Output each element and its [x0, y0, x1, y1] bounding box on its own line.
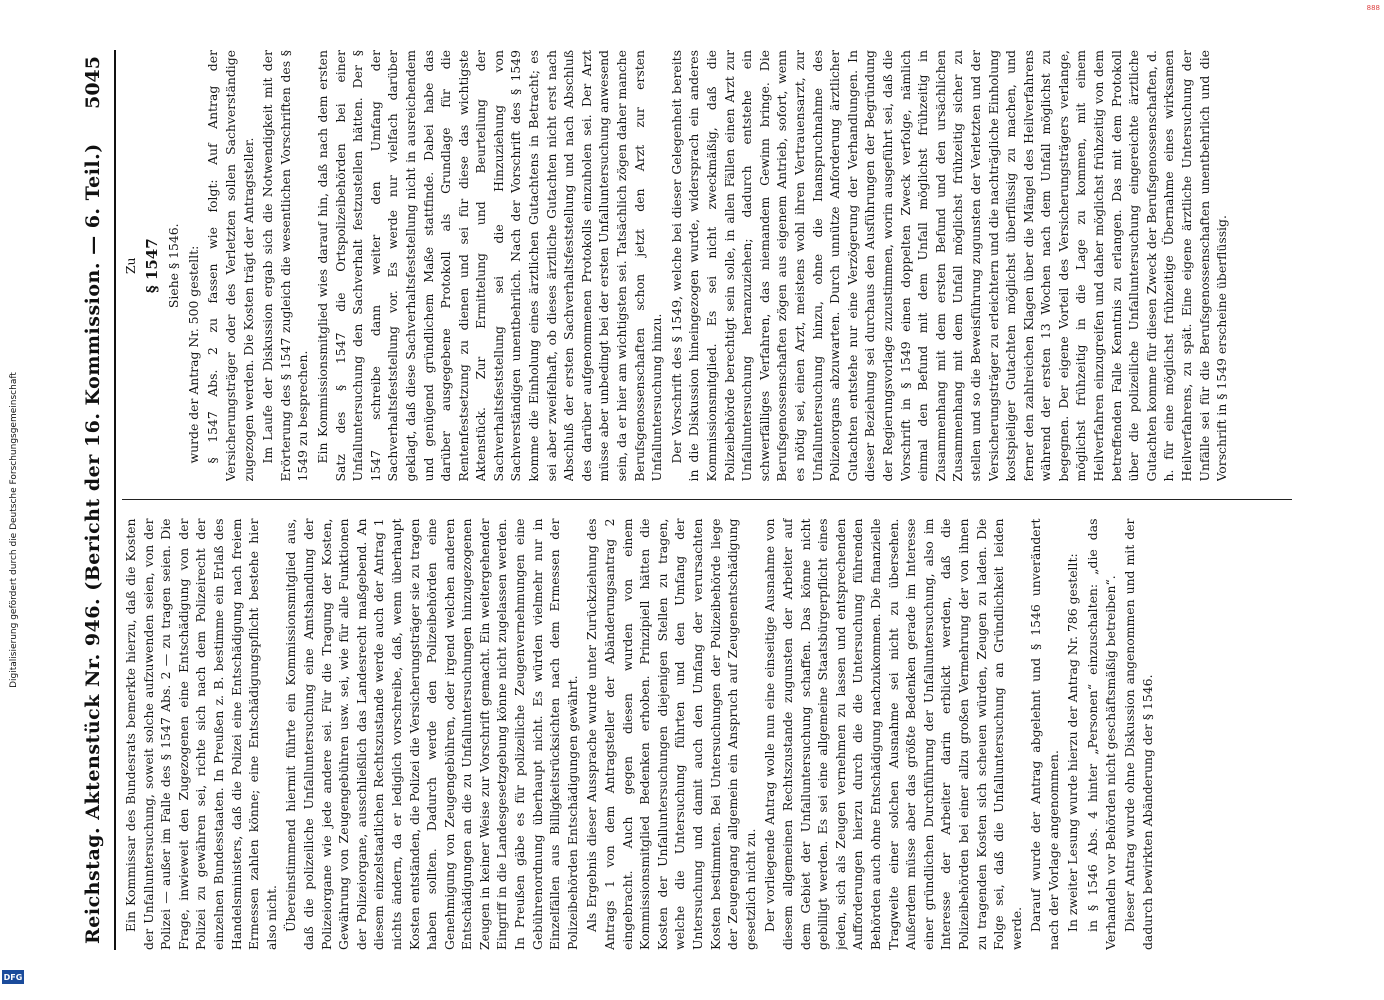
paragraph: Darauf wurde der Antrag abgelehnt und § 1546 unverändert nach der Vorlage angenommen. [1028, 518, 1061, 950]
paragraph: Übereinstimmend hiermit führte ein Kommissionsmitglied aus, daß die polizeiliche Unfalluntersuchung eine Amtshandlung der Polizeiorgane wie jede andere sei. Für die Tragung der Kosten, Gewährung von Zeugengebühren usw. sei, wie für alle Funktionen der Polizeiorgane, ausschließlich das Landesrecht maßgebend. An diesem einzelstaatlichen Rechtszustande werde auch der Antrag 1 nichts ändern, da er lediglich vorschreibe, daß, wenn überhaupt Kosten entständen, die Polizei die Versicherungsträger sie zu tragen haben sollten. Dadurch werde den Polizeibehörden eine Genehmigung von Zeugengebühren, oder irgend welchen anderen Entschädigungen an die zu Unfalluntersuchungen hinzugezogenen Zeugen in keiner Weise zur Vorschrift gemacht. Ein weitergehender Eingriff in die Landesgesetzgebung könne nicht zugelassen werden. In Preußen gäbe es für polizeiliche Zeugenvernehmungen eine Gebührenordnung überhaupt nicht. Es würden vielmehr nur in Einzelfällen aus Billigkeitsrücksichten nach dem Ermessen der Polizeibehörden Entschädigungen gewährt. [283, 518, 580, 950]
paragraph: Ein Kommissar des Bundesrats bemerkte hierzu, daß die Kosten der Unfalluntersuchung, soweit solche aufzuwenden seien, von der Polizei — außer im Falle des § 1547 Abs. 2 — zu tragen seien. Die Frage, inwieweit den Zugezogenen eine Entschädigung von der Polizei zu gewähren sei, richte sich nach dem Polizeirecht der einzelnen Bundesstaaten. In Preußen z. B. bestimme ein Erlaß des Handelsministers, daß die Polizei eine Entschädigung nach freiem Ermessen zahlen könne; eine Entschädigungspflicht bestehe hier also nicht. [123, 518, 279, 950]
intro-center: Zu [123, 257, 138, 275]
digitization-note [4, 100, 24, 960]
digitization-note-text: Digitalisierung gefördert durch die Deutsche Forschungsgemeinschaft [9, 372, 19, 688]
paragraph: Im Laufe der Diskussion ergab sich die Notwendigkeit mit der Erörterung des § 1547 zugleich die wesentlichen Vorschriften des § 1549 zu besprechen. [260, 50, 311, 482]
paragraph: in § 1546 Abs. 4 hinter „Personen“ einzuschalten: „die das Verhandeln vor Behörden nicht geschäftsmäßig betreiben“. [1085, 518, 1118, 950]
paragraph: Der Vorschrift des § 1549, welche bei dieser Gelegenheit bereits in die Diskussion hineingezogen wurde, widersprach ein anderes Kommissionsmitglied. Es sei nicht zweckmäßig, daß die Polizeibehörde berechtigt sein solle, in allen Fällen einen Arzt zur Unfalluntersuchung heranzuziehen; dadurch entstehe ein schwerfälliges Verfahren, das niemandem Gewinn bringe. Die Berufsgenossenschaften zögen aus eigenem Antrieb, sofort, wenn es nötig sei, einen Arzt, meistens wohl ihren Vertrauensarzt, zur Unfalluntersuchung hinzu, ohne die Inanspruchnahme des Polizeiorgans abzuwarten. Durch unnütze Anforderung ärztlicher Gutachten entstehe nur eine Verzögerung der Verhandlungen. In dieser Beziehung sei durchaus den Ausführungen der Begründung der Regierungsvorlage zuzustimmen, worin ausgeführt sei, daß die Vorschrift in § 1549 einen doppelten Zweck verfolge, nämlich einmal den Befund mit dem Unfall möglichst frühzeitig in Zusammenhang mit dem ersten Befund und den ursächlichen Zusammenhang mit dem Unfall möglichst frühzeitig sicher zu stellen und so die Beweisführung zugunsten der Verletzten und der Versicherungsträger zu erleichtern und die nachträgliche Einholung kostspieliger Gutachten möglichst überflüssig zu machen, und ferner den zahlreichen Klagen über die Mängel des Heilverfahrens während der ersten 13 Wochen nach dem Unfall möglichst zu begegnen. Der eigene Vorteil des Versicherungsträgers verlange, möglichst frühzeitig in die Lage zu kommen, mit einem Heilverfahren einzugreifen und daher möglichst frühzeitig von dem betreffenden Falle Kenntnis zu erlangen. Das mit dem Protokoll über die polizeiliche Unfalluntersuchung eingereichte ärztliche Gutachten komme für diesen Zweck der Berufsgenossenschaften, d. h. für eine möglichst frühzeitige Übernahme eines wirksamen Heilverfahrens, zu spät. Eine eigene ärztliche Untersuchung der Unfälle sei für die Berufsgenossenschaften unentbehrlich und die Vorschrift in § 1549 erscheine überflüssig. [668, 50, 1230, 482]
text-columns [122, 50, 1292, 950]
header-title: Reichstag. Aktenstück Nr. 946. (Bericht der 16. Kommission. — 6. Teil.) [82, 143, 104, 944]
intro-paragraph: wurde der Antrag Nr. 500 gestellt: [185, 245, 201, 464]
paragraph: Als Ergebnis dieser Aussprache wurde unter Zurückziehung des Antrags 1 von dem Antragsteller der Abänderungsantrag 2 eingebracht. Auch gegen diesen wurden von einem Kommissionsmitglied Bedenken erhoben. Prinzipiell hätten die Kosten der Unfalluntersuchungen diejenigen Stellen zu tragen, welche die Untersuchung führten und den Umfang der Untersuchung und damit auch den Umfang der verursachten Kosten bestimmten. Bei Untersuchungen der Polizeibehörde liege der Zeugengang allgemein ein Anspruch auf Zeugenentschädigung gesetzlich nicht zu. [584, 518, 758, 950]
page-number: 5045 [82, 56, 104, 109]
see-also: Siehe § 1546. [166, 223, 182, 309]
paragraph: Der vorliegende Antrag wolle nun eine einseitige Ausnahme von diesem allgemeinen Rechtszustande zugunsten der Arbeiter auf dem Gebiet der Unfalluntersuchung schaffen. Das könne nicht gebilligt werden. Es sei eine allgemeine Staatsbürgerpflicht eines jeden, sich als Zeugen vernehmen zu lassen und entsprechenden Aufforderungen hierzu durch die die Untersuchung führenden Behörden auch ohne Entschädigung nachzukommen. Die finanzielle Tragweite einer solchen Ausnahme sei nicht zu übersehen. Außerdem müsse aber das größte Bedenken gerade im Interesse einer gründlichen Durchführung der Unfalluntersuchung, also im Interesse der Arbeiter darin erblickt werden, daß die Polizeibehörden bei einer allzu großen Vermehrung der von ihnen zu tragenden Kosten sich scheuen würden, Zeugen zu laden. Die Folge sei, daß die Unfalluntersuchung an Gründlichkeit leiden werde. [762, 518, 1024, 950]
section-title: § 1547 [142, 238, 161, 294]
paragraph: Ein Kommissionsmitglied wies darauf hin, daß nach dem ersten Satz des § 1547 die Ortspolizeibehörden bei einer Unfalluntersuchung den Sachverhalt festzustellen hätten. Der § 1547 schreibe dann weiter den Umfang der Sachverhaltsfeststellung vor. Es werde nur vielfach darüber geklagt, daß diese Sachverhaltsfeststellung nicht in ausreichendem und genügend gründlichem Maße stattfinde. Dabei habe das darüber ausgegebene Protokoll als Grundlage für die Rentenfestsetzung zu dienen und sei für diese das wichtigste Aktenstück. Zur Ermittelung und Beurteilung der Sachverhaltsfeststellung sei die Hinzuziehung von Sachverständigen unentbehrlich. Nach der Vorschrift des § 1549 komme die Einholung eines ärztlichen Gutachtens in Betracht; es sei aber zweifelhaft, ob dieses ärztliche Gutachten nicht erst nach Abschluß der ersten Sachverhaltsfeststellung und nach Abschluß des darüber aufgenommenen Protokolls einzuholen sei. Der Arzt müsse aber unbedingt bei der ersten Unfalluntersuchung anwesend sein, da er hier am wichtigsten sei. Tatsächlich zögen daher manche Berufsgenossenschaften schon jetzt den Arzt zur ersten Unfalluntersuchung hinzu. [314, 50, 665, 482]
proposal-paragraph: § 1547 Abs. 2 zu fassen wie folgt: Auf Antrag der Versicherungsträger oder des Verletzten sollen Sachverständige zugezogen werden. Die Kosten trägt der Antragsteller. [205, 50, 256, 482]
right-paragraphs [259, 50, 1231, 482]
dfg-logo: DFG [2, 970, 24, 984]
column-divider [122, 500, 1292, 501]
right-column [122, 50, 1292, 482]
left-column [122, 519, 1292, 951]
paragraph: In zweiter Lesung wurde hierzu der Antrag Nr. 786 gestellt: [1065, 553, 1081, 932]
corner-id: 888 [1366, 4, 1380, 12]
document-scan [76, 50, 1306, 950]
page-header [76, 50, 116, 950]
paragraph: Dieser Antrag wurde ohne Diskussion angenommen und mit der dadurch bewirkten Abänderung der § 1546. [1122, 518, 1155, 950]
